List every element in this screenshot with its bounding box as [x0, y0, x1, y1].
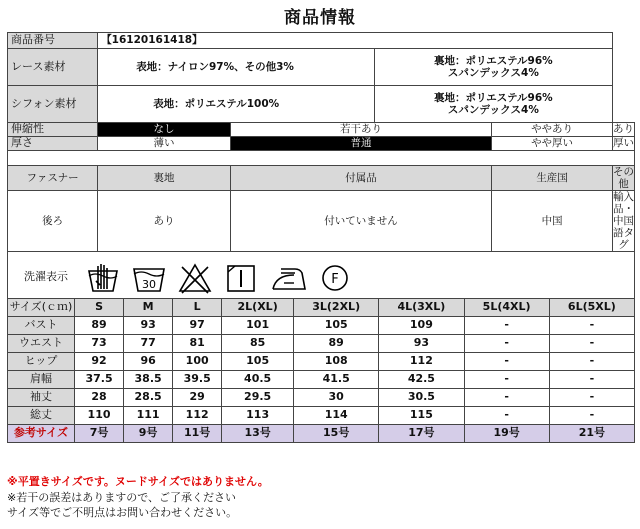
origin-value: 中国: [492, 191, 613, 252]
drip-dry-icon: [224, 261, 258, 295]
size-cell: 40.5: [222, 371, 294, 389]
size-cell: 109: [379, 317, 464, 335]
washing-label: 洗濯表示: [24, 270, 68, 284]
size-cell: -: [464, 371, 549, 389]
reference-size-label: 参考サイズ: [8, 425, 75, 443]
size-cell: 81: [173, 335, 222, 353]
lining-header: 裏地: [98, 166, 231, 191]
lace-front-material: 表地：ナイロン97%、その他3%: [98, 49, 375, 86]
size-cell: 105: [294, 317, 379, 335]
reference-size-cell: 19号: [464, 425, 549, 443]
accessories-value: 付いていません: [230, 191, 491, 252]
washing-row: [8, 252, 635, 305]
other-header: その他: [613, 166, 634, 191]
other-value: 輸入品・中国語タグ: [613, 191, 634, 252]
size-row: [8, 371, 635, 389]
size-cell: 28: [75, 389, 124, 407]
iron-low-icon: [270, 261, 308, 295]
thickness-option-slightly-thick: やや厚い: [492, 137, 613, 151]
size-cell: 92: [75, 353, 124, 371]
size-row-label: ウエスト: [8, 335, 75, 353]
size-cell: -: [464, 335, 549, 353]
thickness-option-normal: 普通: [230, 137, 491, 151]
note-flat-measurement: ※平置きサイズです。ヌードサイズではありません。: [7, 475, 269, 488]
chiffon-lining-material: 裏地：ポリエステル96% スパンデックス4%: [374, 86, 612, 123]
size-cell: -: [464, 407, 549, 425]
no-bleach-icon: [178, 261, 212, 295]
size-col: 2L(XL): [222, 299, 294, 317]
size-cell: 108: [294, 353, 379, 371]
size-cell: -: [464, 353, 549, 371]
size-cell: -: [464, 389, 549, 407]
reference-size-cell: 9号: [124, 425, 173, 443]
size-col: 4L(3XL): [379, 299, 464, 317]
size-header-row: [8, 299, 635, 317]
size-cell: 30.5: [379, 389, 464, 407]
size-row: [8, 407, 635, 425]
size-cell: -: [549, 353, 634, 371]
reference-size-cell: 13号: [222, 425, 294, 443]
size-col: S: [75, 299, 124, 317]
svg-text:30: 30: [142, 278, 156, 292]
size-cell: 41.5: [294, 371, 379, 389]
size-header-label: サイズ(ｃｍ): [8, 299, 75, 317]
hand-wash-icon: [86, 261, 120, 295]
product-number-value: 【16120161418】: [98, 33, 613, 49]
wash-30-icon: [132, 261, 166, 295]
size-cell: 110: [75, 407, 124, 425]
size-cell: 112: [173, 407, 222, 425]
size-row-label: バスト: [8, 317, 75, 335]
reference-size-cell: 17号: [379, 425, 464, 443]
size-cell: -: [464, 317, 549, 335]
size-cell: 73: [75, 335, 124, 353]
stretch-label: 伸縮性: [8, 123, 98, 137]
thickness-option-thin: 薄い: [98, 137, 231, 151]
page-title: 商品情報: [284, 8, 356, 28]
size-cell: 29: [173, 389, 222, 407]
size-cell: -: [549, 335, 634, 353]
lining-value: あり: [98, 191, 231, 252]
size-cell: -: [549, 371, 634, 389]
size-cell: 96: [124, 353, 173, 371]
size-cell: 93: [124, 317, 173, 335]
size-cell: 113: [222, 407, 294, 425]
lace-material-label: レース素材: [8, 49, 98, 86]
dry-clean-f-icon: [320, 263, 350, 293]
reference-size-row: [8, 425, 635, 443]
size-cell: 112: [379, 353, 464, 371]
chiffon-material-label: シフォン素材: [8, 86, 98, 123]
accessories-header: 付属品: [230, 166, 491, 191]
size-col: M: [124, 299, 173, 317]
svg-text:F: F: [331, 272, 339, 288]
size-table: [7, 298, 635, 443]
reference-size-cell: 15号: [294, 425, 379, 443]
size-col: L: [173, 299, 222, 317]
size-cell: 38.5: [124, 371, 173, 389]
size-row: [8, 317, 635, 335]
size-cell: -: [549, 389, 634, 407]
reference-size-cell: 11号: [173, 425, 222, 443]
fastener-value: 後ろ: [8, 191, 98, 252]
size-cell: 39.5: [173, 371, 222, 389]
size-col: 5L(4XL): [464, 299, 549, 317]
lace-lining-material: 裏地：ポリエステル96% スパンデックス4%: [374, 49, 612, 86]
size-cell: 100: [173, 353, 222, 371]
size-cell: 101: [222, 317, 294, 335]
size-cell: 30: [294, 389, 379, 407]
reference-size-cell: 7号: [75, 425, 124, 443]
reference-size-cell: 21号: [549, 425, 634, 443]
size-cell: 115: [379, 407, 464, 425]
size-row: [8, 389, 635, 407]
size-row-label: ヒップ: [8, 353, 75, 371]
size-col: 6L(5XL): [549, 299, 634, 317]
stretch-option-yes: あり: [613, 123, 634, 136]
size-cell: 28.5: [124, 389, 173, 407]
chiffon-front-material: 表地：ポリエステル100%: [98, 86, 375, 123]
size-cell: -: [549, 407, 634, 425]
size-cell: 93: [379, 335, 464, 353]
stretch-option-slight: 若干あり: [230, 123, 491, 137]
size-cell: 114: [294, 407, 379, 425]
size-cell: 89: [294, 335, 379, 353]
size-cell: 29.5: [222, 389, 294, 407]
size-cell: -: [549, 317, 634, 335]
thickness-option-thick: 厚い: [613, 137, 634, 150]
size-cell: 111: [124, 407, 173, 425]
origin-header: 生産国: [492, 166, 613, 191]
product-info-table: [7, 32, 635, 305]
size-cell: 97: [173, 317, 222, 335]
note-contact: サイズ等でご不明点はお問い合わせください。: [7, 506, 238, 519]
note-tolerance: ※若干の誤差はありますので、ご了承ください: [7, 490, 236, 504]
size-row: [8, 335, 635, 353]
size-col: 3L(2XL): [294, 299, 379, 317]
size-cell: 89: [75, 317, 124, 335]
size-cell: 42.5: [379, 371, 464, 389]
size-cell: 37.5: [75, 371, 124, 389]
size-cell: 77: [124, 335, 173, 353]
spacer-row: [8, 151, 635, 166]
size-cell: 105: [222, 353, 294, 371]
stretch-option-none: なし: [98, 123, 231, 137]
product-number-label: 商品番号: [8, 33, 98, 49]
size-cell: 85: [222, 335, 294, 353]
thickness-label: 厚さ: [8, 137, 98, 151]
stretch-option-some: ややあり: [492, 123, 613, 137]
size-row-label: 袖丈: [8, 389, 75, 407]
notes: [7, 474, 269, 521]
size-row-label: 総丈: [8, 407, 75, 425]
fastener-header: ファスナー: [8, 166, 98, 191]
size-row-label: 肩幅: [8, 371, 75, 389]
washing-symbols: [8, 252, 634, 304]
size-row: [8, 353, 635, 371]
